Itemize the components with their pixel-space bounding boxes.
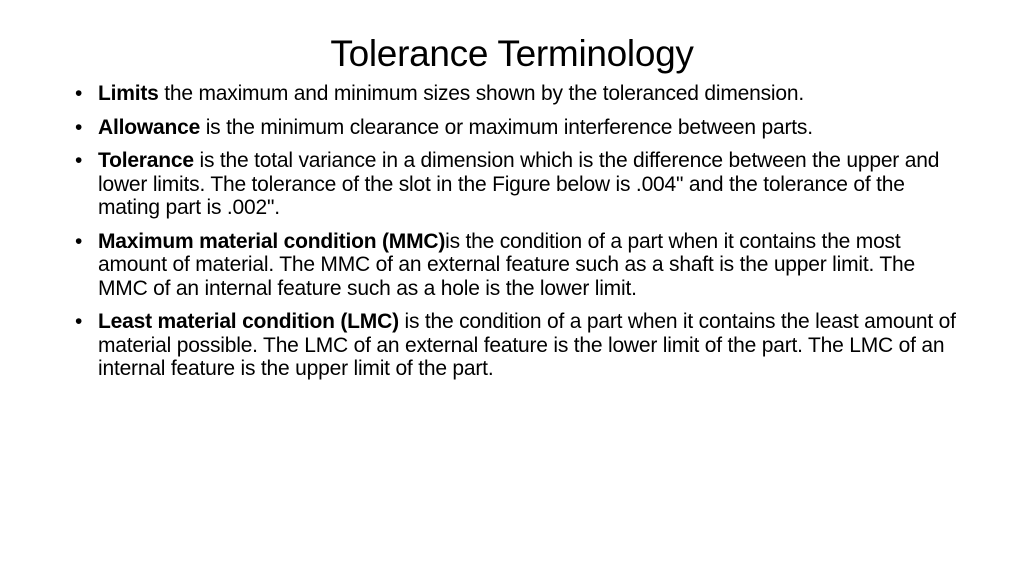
bullet-mmc xyxy=(72,230,967,301)
bullet-dot-icon: • xyxy=(75,149,83,172)
bullet-text: is the condition of a part when it contains the most amount of material. The MMC of an external feature such as a shaft is the upper limit. The MMC of an internal feature such as a hole is the lower limit. xyxy=(98,229,915,300)
bullet-term: Maximum material condition (MMC) xyxy=(98,229,446,253)
bullet-term: Allowance xyxy=(98,115,201,139)
bullet-tolerance xyxy=(72,149,967,220)
bullet-term: Least material condition (LMC) xyxy=(98,310,399,333)
bullet-dot-icon: • xyxy=(75,229,83,253)
bullet-term: Tolerance xyxy=(98,149,194,172)
bullet-lmc xyxy=(72,310,967,381)
bullet-allowance xyxy=(72,116,967,140)
bullet-text: is the condition of a part when it contains the least amount of material possible. The LMC of an external feature is the lower limit of the part. The LMC of an internal feature is the upper limit of the part. xyxy=(98,310,956,380)
bullet-dot-icon: • xyxy=(75,115,83,139)
bullet-dot-icon: • xyxy=(75,310,83,333)
bullet-list xyxy=(72,82,967,391)
bullet-dot-icon: • xyxy=(75,82,83,105)
slide-title: Tolerance Terminology xyxy=(330,33,694,74)
bullet-text: is the minimum clearance or maximum interference between parts. xyxy=(200,115,813,139)
bullet-limits xyxy=(72,82,967,106)
bullet-text: the maximum and minimum sizes shown by the toleranced dimension. xyxy=(158,82,804,105)
bullet-term: Limits xyxy=(98,82,159,105)
bullet-text: is the total variance in a dimension which is the difference between the upper and lower limits. The tolerance of the slot in the Figure below is .004" and the tolerance of the mating part is .002". xyxy=(98,149,940,219)
